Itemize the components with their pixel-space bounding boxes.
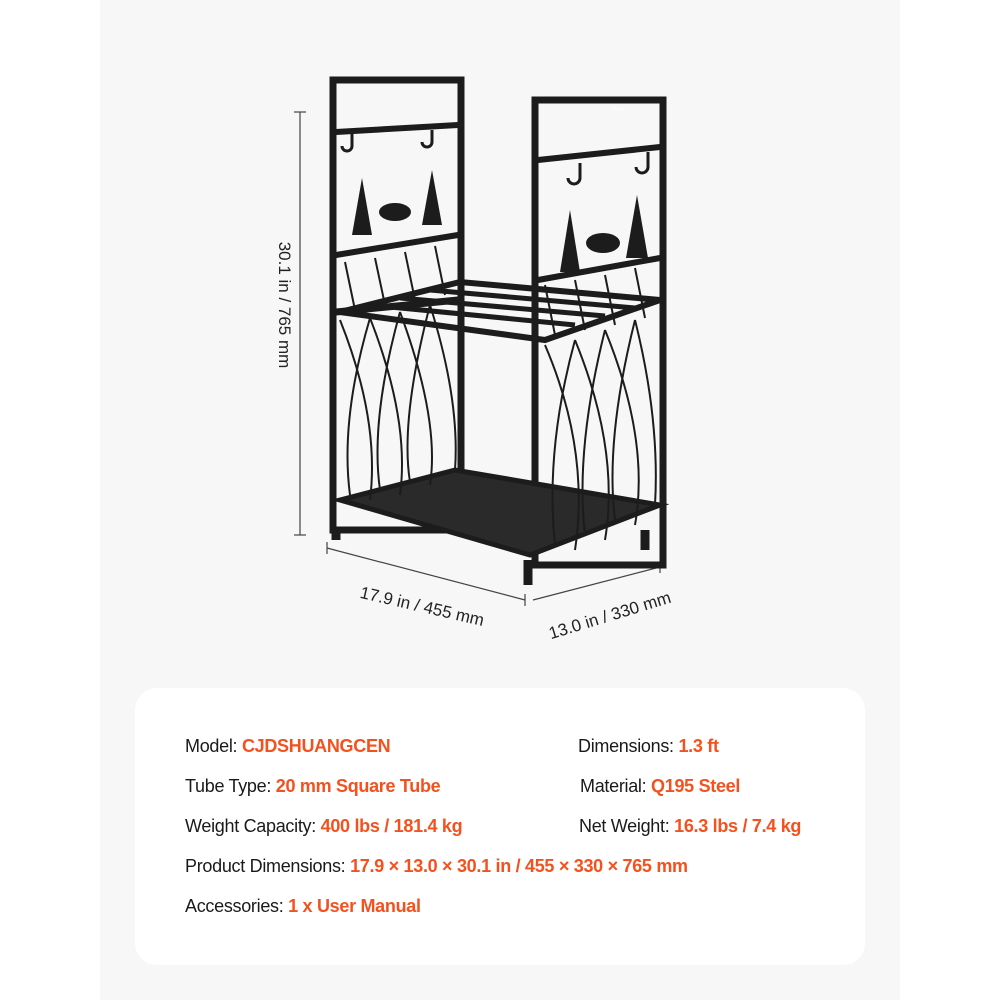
spec-tube-type: Tube Type: 20 mm Square Tube <box>185 776 441 796</box>
depth-dimension-label: 13.0 in / 330 mm <box>546 587 674 644</box>
spec-model: Model: CJDSHUANGCEN <box>185 736 391 756</box>
brand-logo: VEVOR <box>610 106 625 111</box>
spec-accessories: Accessories: 1 x User Manual <box>185 896 421 916</box>
spec-card <box>135 688 865 965</box>
spec-material: Material: Q195 Steel <box>580 776 741 796</box>
spec-weight-capacity: Weight Capacity: 400 lbs / 181.4 kg <box>185 816 463 836</box>
height-dimension-label: 30.1 in / 765 mm <box>275 241 294 369</box>
width-dimension-label: 17.9 in / 455 mm <box>358 583 486 631</box>
spec-dimensions: Dimensions: 1.3 ft <box>578 736 719 756</box>
bear-tree-silhouette <box>352 170 648 272</box>
spec-net-weight: Net Weight: 16.3 lbs / 7.4 kg <box>579 816 802 836</box>
spec-product-dimensions: Product Dimensions: 17.9 × 13.0 × 30.1 in / 455 × 330 × 765 mm <box>185 856 688 876</box>
